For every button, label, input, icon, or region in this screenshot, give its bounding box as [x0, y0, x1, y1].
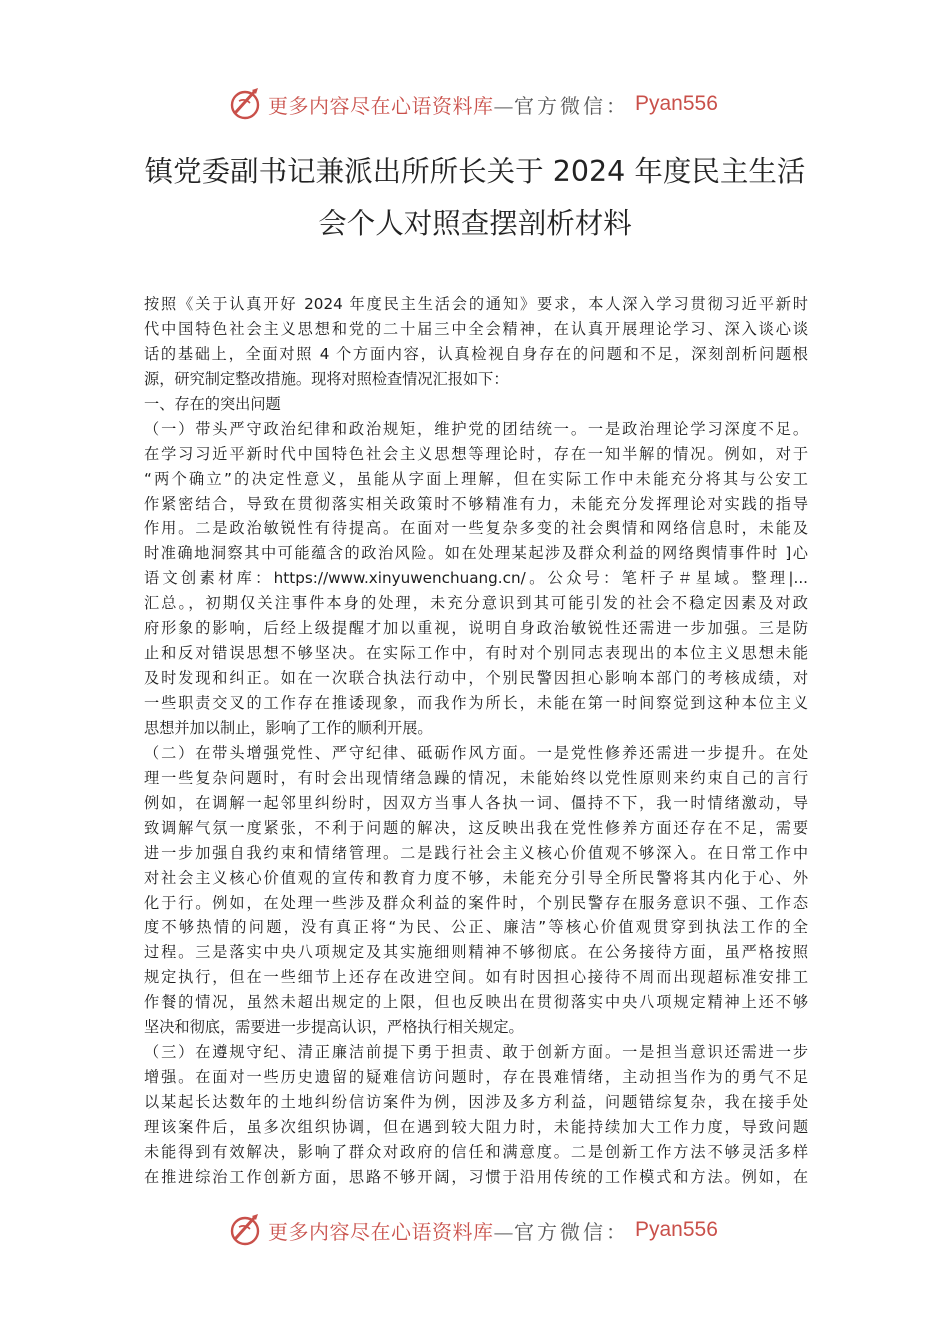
body-line: 汇总。，初期仅关注事件本身的处理，未充分意识到其可能引发的社会不稳定因素及对政	[144, 594, 808, 613]
body-line: 对社会主义核心价值观的宣传和教育力度不够，未能充分引导全所民警将其内化于心、外	[144, 868, 808, 887]
watermark-text: 更多内容尽在心语资料库—官方微信：	[268, 93, 629, 118]
body-line: 理该案件后，虽多次组织协调，但在遇到较大阻力时，未能持续加大工作力度，导致问题	[144, 1117, 808, 1136]
body-line: 代中国特色社会主义思想和党的二十届三中全会精神，在认真开展理论学习、深入谈心谈	[144, 319, 808, 338]
title-line: 会个人对照查摆剖析材料	[318, 207, 632, 240]
body-line: 增强。在面对一些历史遗留的疑难信访问题时，存在畏难情绪，主动担当作为的勇气不足	[144, 1068, 808, 1087]
pen-logo-icon	[228, 1212, 264, 1248]
body-line: 在学习习近平新时代中国特色社会主义思想等理论时，存在一知半解的情况。例如，对于	[144, 444, 808, 463]
body-line: 按照《关于认真开好 2024 年度民主生活会的通知》要求，本人深入学习贯彻习近平新时	[144, 295, 808, 313]
title-line: 镇党委副书记兼派出所所长关于 2024 年度民主生活	[144, 155, 806, 188]
body-line: 语文创素材库：https://www.xinyuwenchuang.cn/。公众号：笔杆子＃星域。整理|...	[144, 569, 808, 588]
body-line: （三）在遵规守纪、清正廉洁前提下勇于担责、敢于创新方面。一是担当意识还需进一步	[144, 1043, 808, 1062]
body-line: 作用。二是政治敏锐性有待提高。在面对一些复杂多变的社会舆情和网络信息时，未能及	[144, 519, 808, 538]
body-line: 止和反对错误思想不够坚决。在实际工作中，有时对个别同志表现出的本位主义思想未能	[144, 644, 808, 663]
body-line: 理一些复杂问题时，有时会出现情绪急躁的情况，未能始终以党性原则来约束自己的言行	[144, 768, 808, 787]
body-line: 以某起长达数年的土地纠纷信访案件为例，因涉及多方利益，问题错综复杂，我在接手处	[144, 1093, 808, 1111]
body-line: 未能得到有效解决，影响了群众对政府的信任和满意度。二是创新工作方法不够灵活多样	[144, 1142, 808, 1161]
body-line: （二）在带头增强党性、严守纪律、砥砺作风方面。一是党性修养还需进一步提升。在处	[144, 743, 808, 762]
body-line: “两个确立”的决定性意义，虽能从字面上理解，但在实际工作中未能充分将其与公安工	[144, 469, 808, 488]
body-line: 致调解气氛一度紧张，不利于问题的解决，这反映出我在党性修养方面还存在不足，需要	[144, 818, 808, 837]
wechat-id: Pyan556	[635, 92, 718, 115]
body-line: 时准确地洞察其中可能蕴含的政治风险。如在处理某起涉及群众利益的网络舆情事件时 ]心	[144, 544, 808, 563]
footer-watermark-banner	[0, 1208, 950, 1252]
body-line: 一些职责交叉的工作存在推诿现象，而我作为所长，未能在第一时间察觉到这种本位主义	[144, 694, 808, 712]
body-line: 过程。三是落实中央八项规定及其实施细则精神不够彻底。在公务接待方面，虽严格按照	[144, 943, 808, 962]
section-heading: 一、存在的突出问题	[144, 394, 281, 413]
pen-logo-icon	[228, 86, 264, 122]
body-line: （一）带头严守政治纪律和政治规矩，维护党的团结统一。一是政治理论学习深度不足。	[144, 419, 808, 438]
body-line: 例如，在调解一起邻里纠纷时，因双方当事人各执一词、僵持不下，我一时情绪激动，导	[144, 793, 808, 812]
body-line: 化于行。例如，在处理一些涉及群众利益的案件时，个别民警存在服务意识不强、工作态	[144, 893, 808, 912]
body-line: 府形象的影响，后经上级提醒才加以重视，说明自身政治敏锐性还需进一步加强。三是防	[144, 619, 808, 638]
body-line: 话的基础上，全面对照 4 个方面内容，认真检视自身存在的问题和不足，深刻剖析问题根	[144, 344, 808, 363]
body-line: 进一步加强自我约束和情绪管理。二是践行社会主义核心价值观不够深入。在日常工作中	[144, 843, 808, 862]
document-body	[144, 292, 808, 1190]
body-line: 度不够热情的问题，没有真正将“为民、公正、廉洁”等核心价值观贯穿到执法工作的全	[144, 918, 808, 937]
watermark-text: 更多内容尽在心语资料库—官方微信：	[268, 1219, 629, 1244]
body-line: 规定执行，但在一些细节上还存在改进空间。如有时因担心接待不周而出现超标准安排工	[144, 968, 808, 987]
body-line: 及时发现和纠正。如在一次联合执法行动中，个别民警因担心影响本部门的考核成绩，对	[144, 669, 808, 688]
document-title	[100, 146, 850, 250]
body-line: 作餐的情况，虽然未超出规定的上限，但也反映出在贯彻落实中央八项规定精神上还不够	[144, 993, 808, 1012]
wechat-id: Pyan556	[635, 1218, 718, 1241]
body-line: 源，研究制定整改措施。现将对照检查情况汇报如下：	[144, 369, 509, 388]
body-line: 坚决和彻底，需要进一步提高认识，严格执行相关规定。	[144, 1018, 524, 1037]
body-line: 作紧密结合，导致在贯彻落实相关政策时不够精准有力，未能充分发挥理论对实践的指导	[144, 494, 808, 513]
body-line: 思想并加以制止，影响了工作的顺利开展。	[144, 718, 433, 737]
header-watermark-banner	[0, 82, 950, 126]
body-line: 在推进综治工作创新方面，思路不够开阔，习惯于沿用传统的工作模式和方法。例如，在	[144, 1167, 808, 1186]
